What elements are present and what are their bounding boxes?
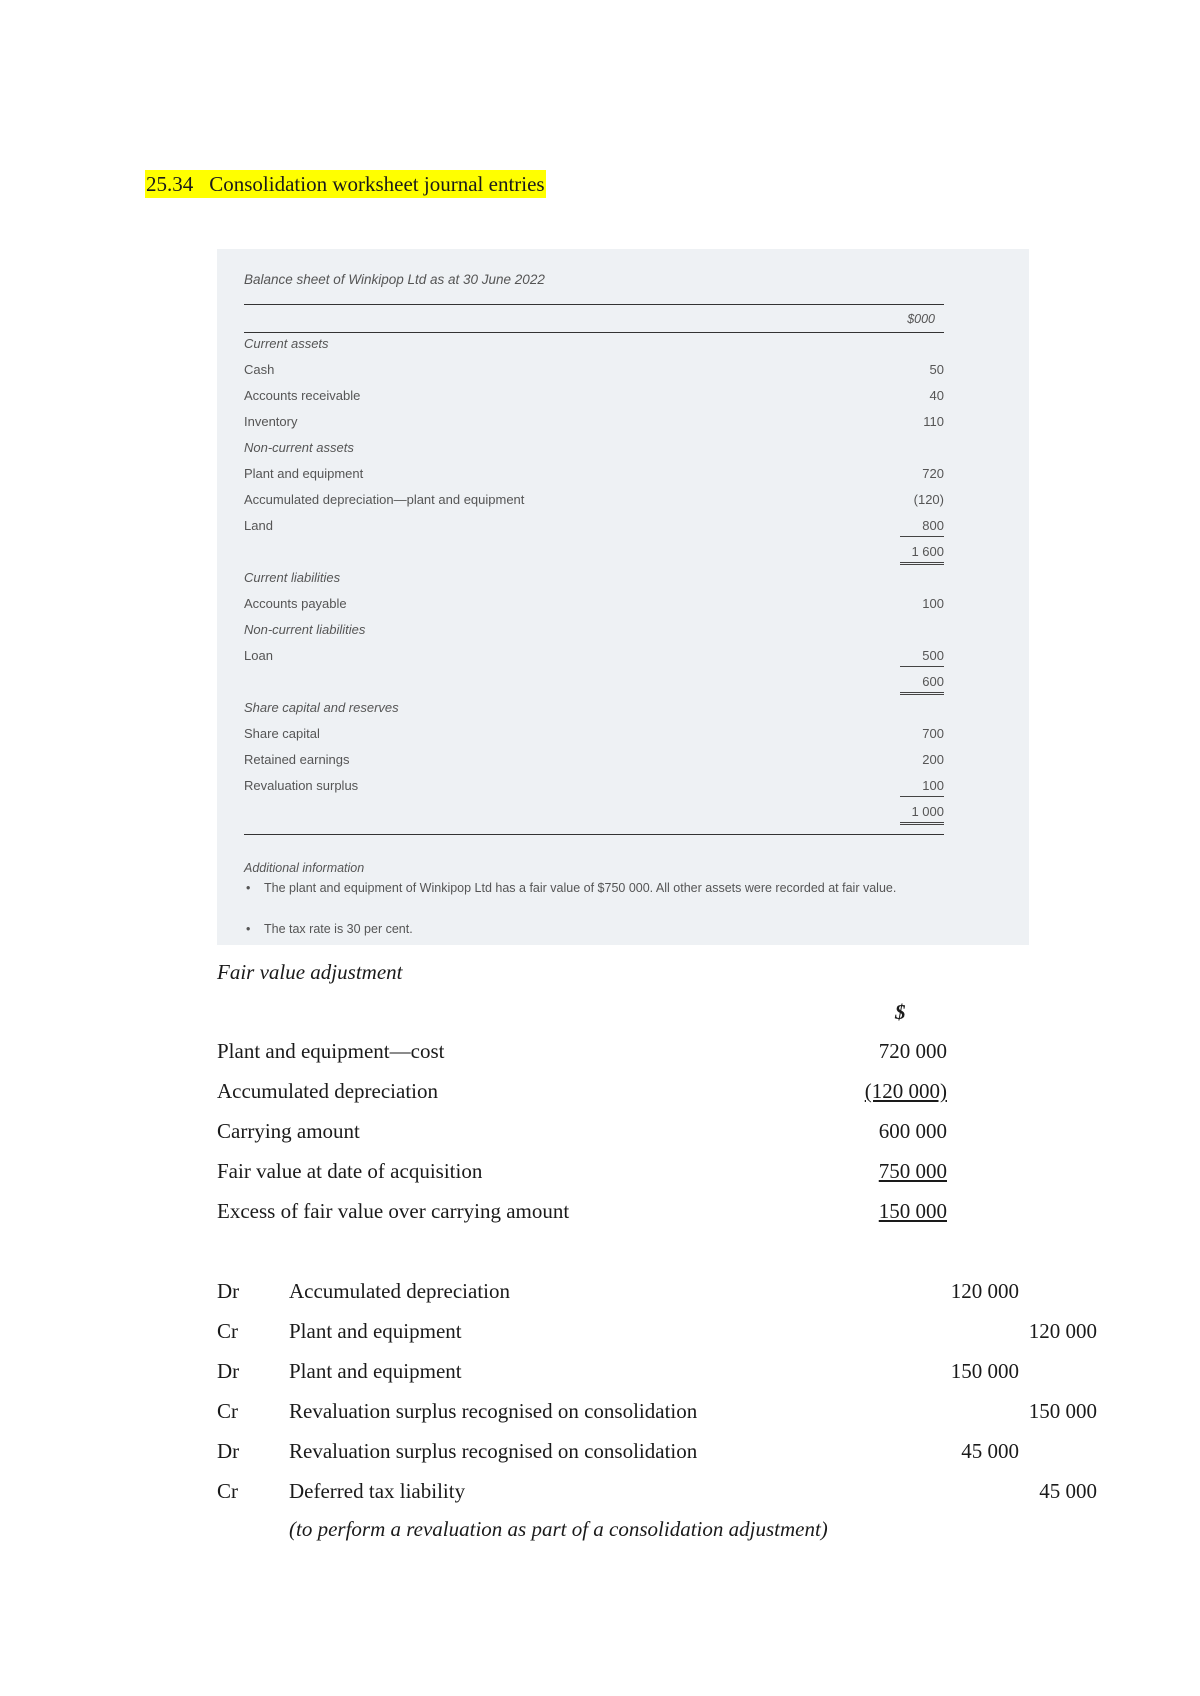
journal-entry: Dr Plant and equipment 150 000 — [217, 1359, 1019, 1383]
bs-row: Non-current assets — [244, 440, 354, 455]
journal-entry: Dr Accumulated depreciation 120 000 — [217, 1279, 1019, 1303]
bs-row: Cash 50 — [244, 362, 944, 377]
bs-row: Share capital 700 — [244, 726, 944, 741]
journal-narration: (to perform a revaluation as part of a consolidation adjustment) — [289, 1517, 828, 1541]
bs-row: Plant and equipment 720 — [244, 466, 944, 481]
bs-row: Non-current liabilities — [244, 622, 366, 637]
calc-row: Excess of fair value over carrying amount 150 000 — [217, 1199, 947, 1223]
bs-total-row: 600 — [244, 672, 944, 692]
bs-row: Revaluation surplus 100 — [244, 776, 944, 796]
journal-entry: Cr Plant and equipment 120 000 — [217, 1319, 1097, 1343]
bs-row: Share capital and reserves — [244, 700, 399, 715]
question-number: 25.34 — [146, 172, 194, 196]
calc-row: Carrying amount 600 000 — [217, 1119, 947, 1143]
bs-row: Accounts payable 100 — [244, 596, 944, 611]
fair-value-title: Fair value adjustment — [217, 960, 403, 984]
top-rule — [244, 304, 944, 305]
bs-row: Inventory 110 — [244, 414, 944, 429]
bs-row: Accounts receivable 40 — [244, 388, 944, 403]
bs-row: Current liabilities — [244, 570, 341, 585]
bs-row: Accumulated depreciation—plant and equipment (120) — [244, 492, 944, 507]
unit-label: $000 — [907, 312, 935, 326]
question-title: Consolidation worksheet journal entries — [209, 172, 545, 196]
balance-sheet-title: Balance sheet of Winkipop Ltd as at 30 June 2022 — [244, 272, 545, 287]
bottom-rule — [244, 834, 944, 835]
question-heading — [145, 170, 546, 198]
currency-header: $ — [895, 1000, 906, 1024]
balance-sheet-figure — [217, 249, 1029, 945]
journal-entry: Cr Deferred tax liability 45 000 — [217, 1479, 1097, 1503]
journal-entry: Cr Revaluation surplus recognised on consolidation 150 000 — [217, 1399, 1097, 1423]
bs-row: Current assets — [244, 336, 329, 351]
additional-info-bullet: • The tax rate is 30 per cent. — [246, 922, 413, 936]
calc-row: Accumulated depreciation (120 000) — [217, 1079, 947, 1103]
bs-row: Loan 500 — [244, 646, 944, 666]
additional-info-bullet: • The plant and equipment of Winkipop Ltd has a fair value of $750 000. All other assets were recorded at fair value. — [246, 881, 897, 895]
journal-entry: Dr Revaluation surplus recognised on consolidation 45 000 — [217, 1439, 1019, 1463]
header-rule — [244, 332, 944, 333]
bs-total-row: 1 000 — [244, 802, 944, 822]
bs-total-row: 1 600 — [244, 542, 944, 562]
bs-row: Land 800 — [244, 516, 944, 536]
additional-info-title: Additional information — [244, 861, 365, 875]
calc-row: Plant and equipment—cost 720 000 — [217, 1039, 947, 1063]
bs-row: Retained earnings 200 — [244, 752, 944, 767]
calc-row: Fair value at date of acquisition 750 000 — [217, 1159, 947, 1183]
